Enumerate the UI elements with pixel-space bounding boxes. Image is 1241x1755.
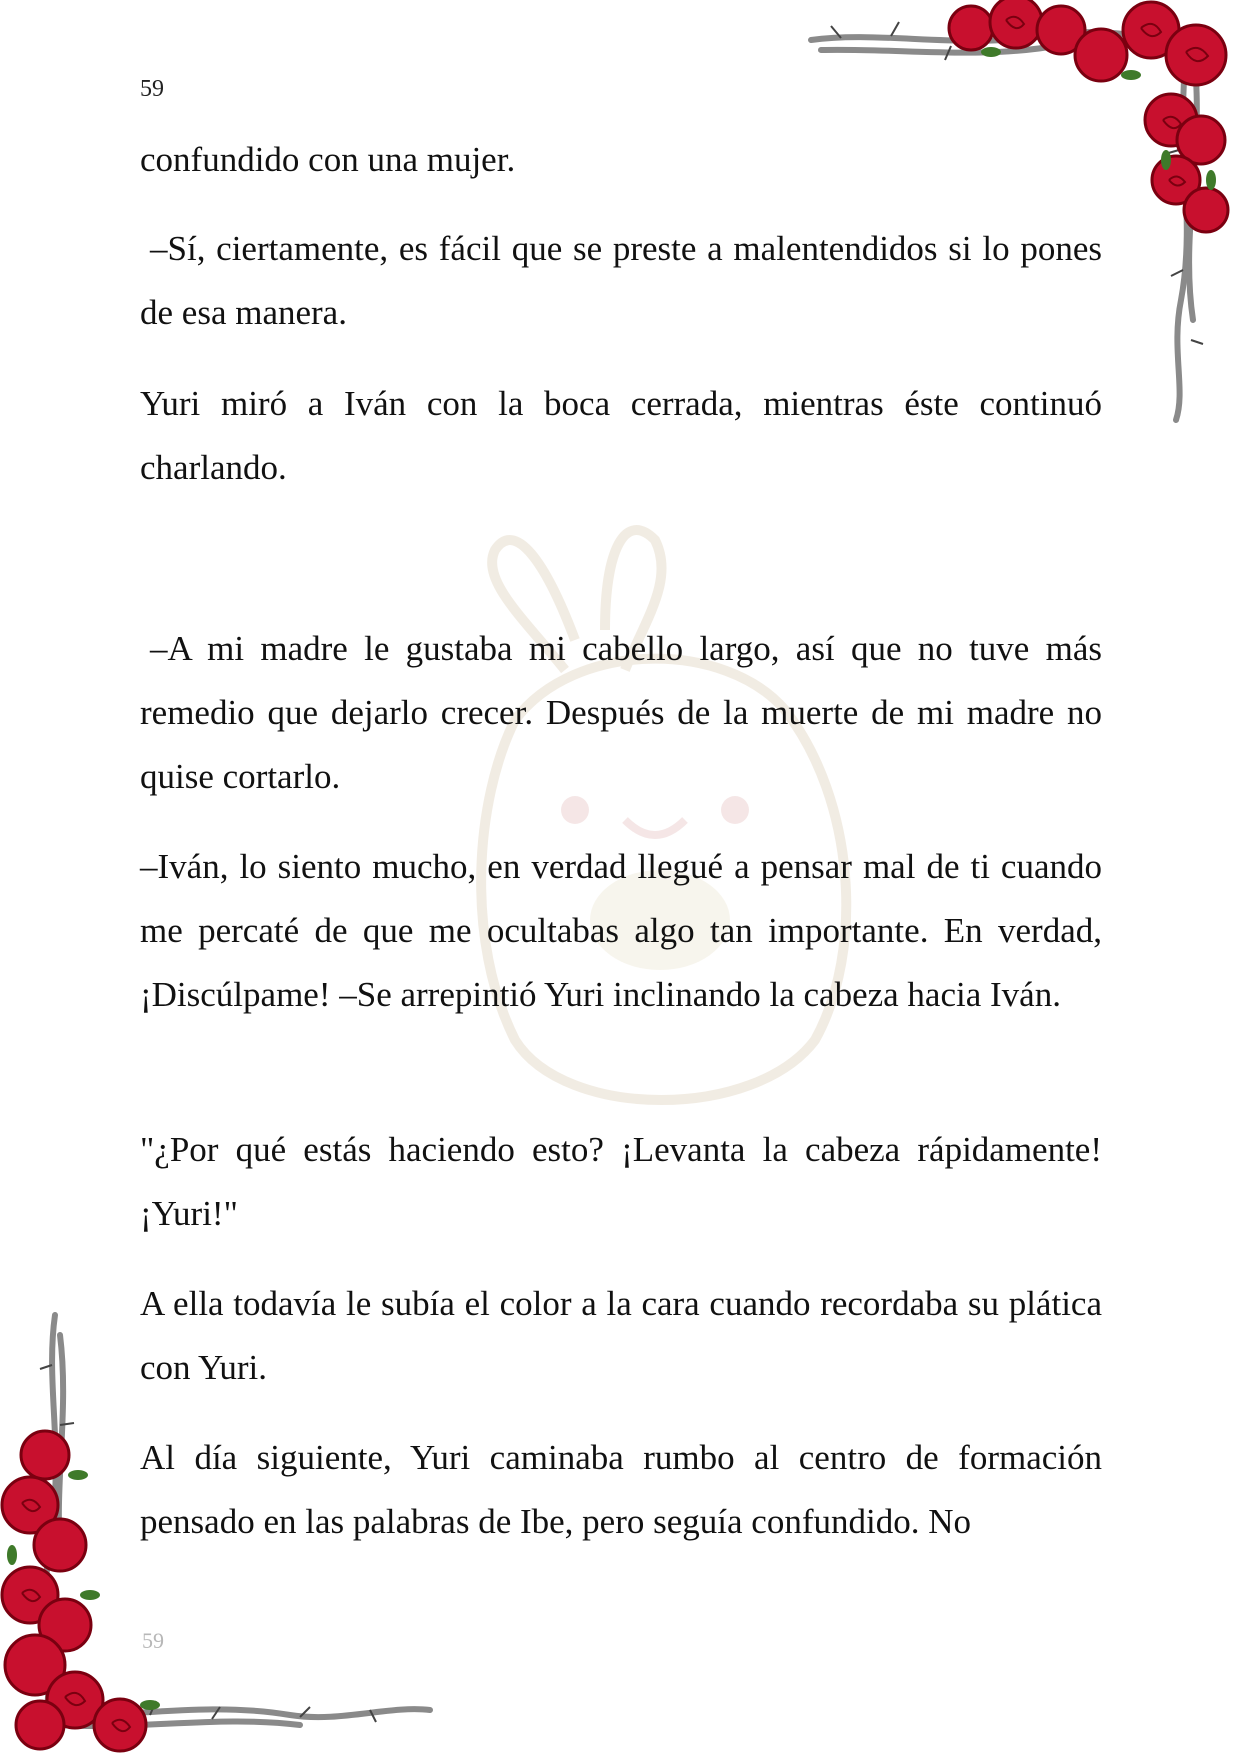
paragraph: Al día siguiente, Yuri caminaba rumbo al centro de formación pensado en las palabras de Ibe, pero seguía confundido. No <box>140 1438 1102 1541</box>
rose-corner-ornament-top-right-icon <box>801 0 1241 430</box>
page-number-top: 59 <box>140 76 164 102</box>
bunny-watermark-icon <box>455 520 875 1140</box>
paragraph: Yuri miró a Iván con la boca cerrada, mientras éste continuó charlando. <box>140 384 1102 487</box>
paragraph: confundido con una mujer. <box>140 140 516 179</box>
paragraph: "¿Por qué estás haciendo esto? ¡Levanta la cabeza rápidamente! ¡Yuri!" <box>140 1130 1102 1233</box>
paragraph: –Sí, ciertamente, es fácil que se preste a malentendidos si lo pones de esa manera. <box>140 229 1102 332</box>
paragraph: A ella todavía le subía el color a la cara cuando recordaba su plática con Yuri. <box>140 1284 1102 1387</box>
paragraph: –A mi madre le gustaba mi cabello largo, así que no tuve más remedio que dejarlo crecer. Después de la muerte de mi madre no quise cortarlo. <box>140 629 1102 796</box>
page-number-bottom: 59 <box>142 1628 164 1653</box>
paragraph: –Iván, lo siento mucho, en verdad llegué a pensar mal de ti cuando me percaté de que me ocultabas algo tan importante. En verdad, ¡Discúlpame! –Se arrepintió Yuri inclinando la cabeza hacia Iván. <box>140 847 1102 1014</box>
